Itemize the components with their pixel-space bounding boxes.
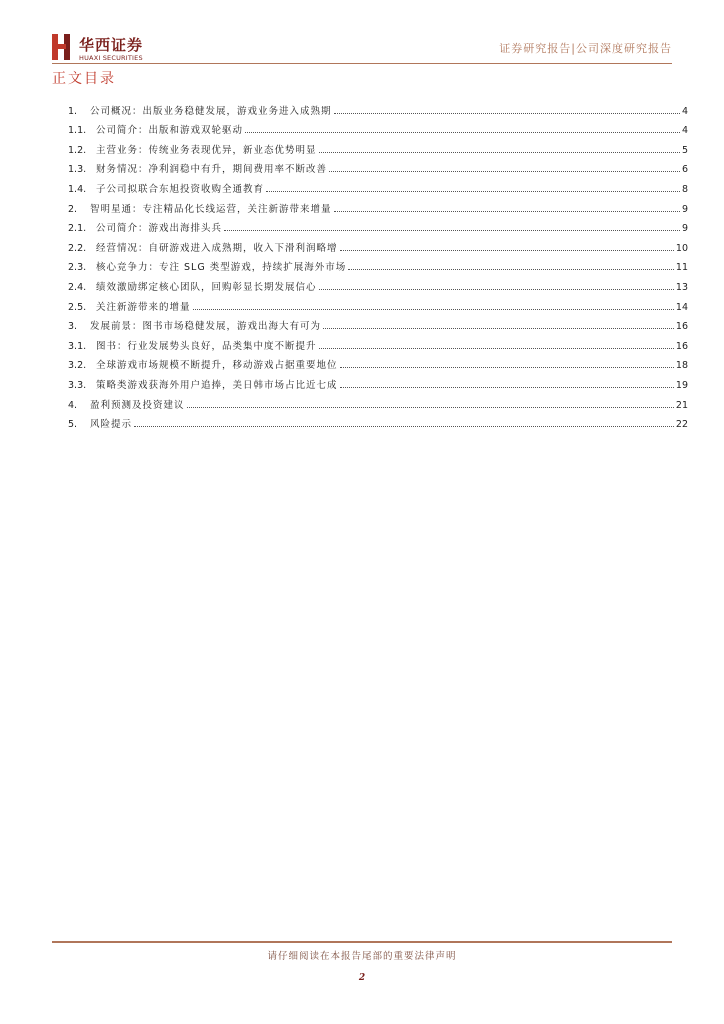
toc-entry-page: 22: [675, 419, 688, 431]
toc-leader-dots: [134, 425, 674, 427]
toc-entry[interactable]: [68, 411, 688, 431]
company-logo: [52, 34, 192, 64]
toc-entry[interactable]: [68, 156, 688, 176]
toc-entry-title: 核心竞争力：专注 SLG 类型游戏，持续扩展海外市场: [96, 262, 347, 274]
toc-entry-number: 2.3.: [68, 262, 87, 274]
huaxi-logo-icon: [52, 34, 72, 60]
toc-entry[interactable]: [68, 352, 688, 372]
toc-leader-dots: [187, 406, 674, 408]
toc-entry-title: 财务情况：净利润稳中有升，期间费用率不断改善: [96, 164, 328, 176]
logo-english-name: HUAXI SECURITIES: [79, 54, 143, 62]
toc-entry-number: 2.1.: [68, 223, 87, 235]
toc-leader-dots: [266, 190, 680, 192]
toc-entry[interactable]: [68, 117, 688, 137]
toc-entry-page: 9: [681, 203, 688, 215]
toc-entry-page: 4: [681, 125, 688, 137]
toc-leader-dots: [319, 151, 680, 153]
toc-entry[interactable]: [68, 97, 688, 117]
toc-entry-number: 2.2.: [68, 242, 87, 254]
toc-entry-number: 1.2.: [68, 144, 87, 156]
toc-entry-title: 全球游戏市场规模不断提升，移动游戏占据重要地位: [96, 360, 338, 372]
toc-entry[interactable]: [68, 371, 688, 391]
toc-entry[interactable]: [68, 273, 688, 293]
toc-entry-number: 4.: [68, 399, 78, 411]
toc-entry-page: 4: [681, 105, 688, 117]
toc-entry[interactable]: [68, 215, 688, 235]
toc-entry-page: 16: [675, 340, 688, 352]
toc-entry-page: 11: [675, 262, 688, 274]
toc-entry-number: 1.: [68, 105, 78, 117]
legal-disclaimer: 请仔细阅读在本报告尾部的重要法律声明: [267, 951, 457, 962]
toc-leader-dots: [334, 210, 680, 212]
toc-entry-title: 策略类游戏获海外用户追捧，美日韩市场占比近七成: [96, 379, 338, 391]
toc-entry-page: 16: [675, 321, 688, 333]
toc-entry-title: 绩效激励绑定核心团队，回购彰显长期发展信心: [96, 281, 317, 293]
toc-leader-dots: [319, 347, 674, 349]
toc-entry-title: 子公司拟联合东旭投资收购全通教育: [96, 183, 265, 195]
table-of-contents: [68, 97, 688, 430]
toc-leader-dots: [348, 268, 674, 270]
page-number: 2: [358, 973, 366, 983]
toc-entry-number: 3.: [68, 321, 78, 333]
toc-entry-title: 图书：行业发展势头良好，品类集中度不断提升: [96, 340, 317, 352]
toc-entry[interactable]: [68, 293, 688, 313]
toc-entry[interactable]: [68, 175, 688, 195]
toc-entry[interactable]: [68, 332, 688, 352]
toc-leader-dots: [245, 131, 680, 133]
toc-leader-dots: [323, 327, 674, 329]
toc-entry[interactable]: [68, 313, 688, 333]
toc-entry-page: 10: [675, 242, 688, 254]
toc-entry-page: 18: [675, 360, 688, 372]
toc-entry[interactable]: [68, 254, 688, 274]
toc-entry-title: 主营业务：传统业务表现优异，新业态优势明显: [96, 144, 317, 156]
toc-entry-title: 发展前景：图书市场稳健发展，游戏出海大有可为: [90, 321, 322, 333]
toc-entry-title: 智明星通：专注精品化长线运营，关注新游带来增量: [90, 203, 332, 215]
toc-entry-number: 2.4.: [68, 281, 87, 293]
toc-entry-title: 盈利预测及投资建议: [90, 399, 185, 411]
toc-leader-dots: [340, 386, 674, 388]
toc-entry-number: 3.2.: [68, 360, 87, 372]
toc-entry-title: 公司简介：游戏出海排头兵: [96, 223, 223, 235]
toc-entry-page: 9: [681, 223, 688, 235]
toc-entry-number: 1.1.: [68, 125, 87, 137]
toc-entry-title: 风险提示: [90, 419, 133, 431]
toc-entry-title: 公司简介：出版和游戏双轮驱动: [96, 125, 244, 137]
toc-entry[interactable]: [68, 234, 688, 254]
toc-leader-dots: [193, 308, 674, 310]
toc-leader-dots: [319, 288, 674, 290]
toc-leader-dots: [340, 249, 674, 251]
toc-title: 正文目录: [52, 71, 116, 87]
report-type-label: 证券研究报告|公司深度研究报告: [499, 42, 672, 55]
toc-entry-title: 公司概况：出版业务稳健发展，游戏业务进入成熟期: [90, 105, 332, 117]
header-divider: [52, 63, 672, 64]
toc-leader-dots: [224, 229, 680, 231]
footer-divider: [52, 941, 672, 943]
toc-entry-title: 经营情况：自研游戏进入成熟期，收入下滑利润略增: [96, 242, 338, 254]
toc-entry-number: 3.3.: [68, 379, 87, 391]
toc-entry-page: 5: [681, 144, 688, 156]
toc-entry-page: 21: [675, 399, 688, 411]
toc-entry-page: 14: [675, 301, 688, 313]
toc-entry[interactable]: [68, 136, 688, 156]
toc-entry-title: 关注新游带来的增量: [96, 301, 191, 313]
toc-entry-number: 5.: [68, 419, 78, 431]
toc-entry-page: 8: [681, 183, 688, 195]
toc-entry-number: 1.3.: [68, 164, 87, 176]
toc-leader-dots: [340, 366, 674, 368]
toc-entry[interactable]: [68, 391, 688, 411]
toc-entry-number: 2.5.: [68, 301, 87, 313]
toc-entry-page: 19: [675, 379, 688, 391]
toc-entry-number: 3.1.: [68, 340, 87, 352]
toc-leader-dots: [329, 170, 680, 172]
toc-entry-page: 13: [675, 281, 688, 293]
toc-entry-number: 1.4.: [68, 183, 87, 195]
logo-chinese-name: 华西证券: [79, 36, 144, 54]
page-header: [52, 30, 672, 66]
toc-entry[interactable]: [68, 195, 688, 215]
toc-leader-dots: [334, 112, 680, 114]
toc-entry-page: 6: [681, 164, 688, 176]
toc-entry-number: 2.: [68, 203, 78, 215]
